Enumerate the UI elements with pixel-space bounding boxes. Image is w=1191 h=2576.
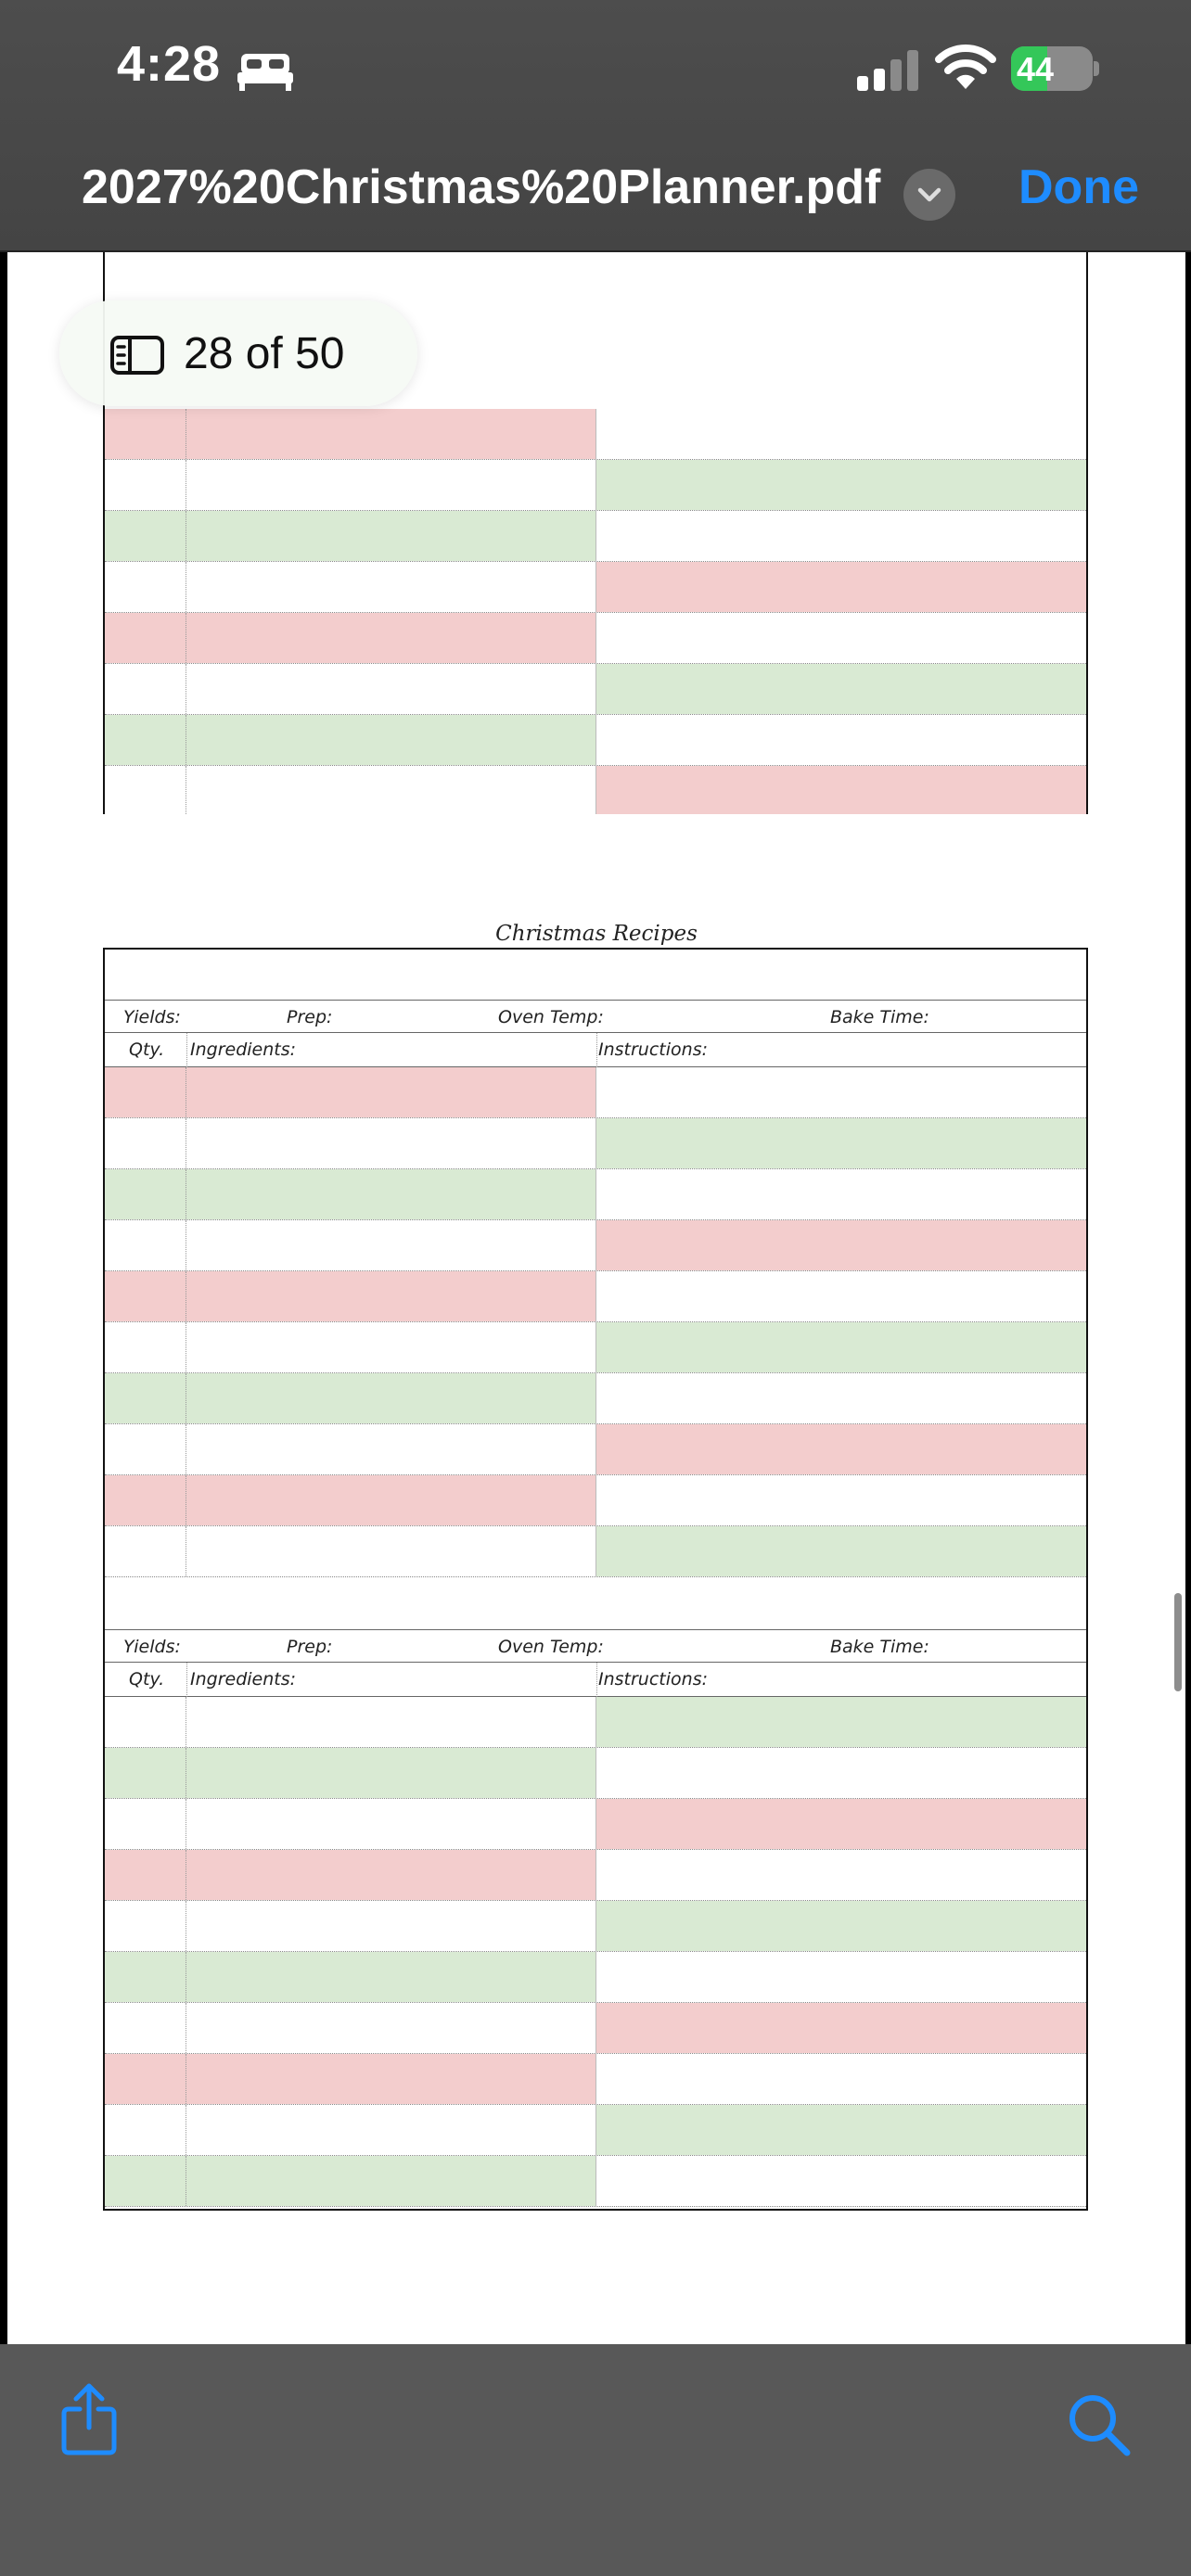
- table-row: [105, 460, 1086, 511]
- ingredients-cell: [186, 2156, 596, 2206]
- instructions-cell: [596, 715, 1086, 765]
- qty-cell: [105, 1067, 186, 1117]
- ingredients-cell: [186, 1952, 596, 2002]
- qty-cell: [105, 1118, 186, 1168]
- ingredients-cell: [186, 1118, 596, 1168]
- recipe-info-header: [105, 1000, 1086, 1033]
- qty-cell: [105, 511, 186, 561]
- table-row: [105, 2156, 1086, 2207]
- table-row: [105, 715, 1086, 766]
- oven-temp-label: Oven Temp:: [498, 1007, 604, 1027]
- instructions-cell: [596, 1271, 1086, 1321]
- prep-label: Prep:: [287, 1007, 333, 1027]
- ingredients-cell: [186, 715, 596, 765]
- table-row: [105, 2054, 1086, 2105]
- ingredients-label: Ingredients:: [190, 1039, 297, 1060]
- cellular-signal-icon: [855, 48, 920, 91]
- table-row: [105, 2003, 1086, 2054]
- qty-cell: [105, 2156, 186, 2206]
- yields-label: Yields:: [123, 1007, 181, 1027]
- instructions-label: Instructions:: [598, 1669, 708, 1690]
- table-row: [105, 613, 1086, 664]
- oven-temp-label: Oven Temp:: [498, 1637, 604, 1657]
- qty-cell: [105, 1169, 186, 1219]
- ingredients-cell: [186, 1799, 596, 1849]
- qty-cell: [105, 1322, 186, 1372]
- qty-cell: [105, 715, 186, 765]
- qty-cell: [105, 1748, 186, 1798]
- prep-label: Prep:: [287, 1637, 333, 1657]
- qty-cell: [105, 664, 186, 714]
- instructions-cell: [596, 511, 1086, 561]
- instructions-cell: [596, 2156, 1086, 2206]
- instructions-cell: [596, 562, 1086, 612]
- ingredients-cell: [186, 1748, 596, 1798]
- page-title: Christmas Recipes: [495, 922, 698, 946]
- table-row: [105, 1952, 1086, 2003]
- battery-percent: 44: [1017, 50, 1055, 88]
- table-row: [105, 1424, 1086, 1475]
- ingredients-cell: [186, 562, 596, 612]
- table-row: [105, 1322, 1086, 1373]
- qty-cell: [105, 460, 186, 510]
- table-row: [105, 2105, 1086, 2156]
- document-title[interactable]: 2027%20Christmas%20Planner.pdf: [82, 160, 881, 214]
- instructions-cell: [596, 2003, 1086, 2053]
- share-icon[interactable]: [59, 2381, 119, 2455]
- table-row: [105, 511, 1086, 562]
- ingredients-cell: [186, 1424, 596, 1474]
- instructions-cell: [596, 613, 1086, 663]
- qty-cell: [105, 409, 186, 459]
- instructions-cell: [596, 1373, 1086, 1423]
- instructions-cell: [596, 1952, 1086, 2002]
- top-bar: [0, 0, 1191, 252]
- instructions-cell: [596, 1424, 1086, 1474]
- instructions-cell: [596, 460, 1086, 510]
- ingredients-cell: [186, 1322, 596, 1372]
- table-row: [105, 1271, 1086, 1322]
- table-row: [105, 1169, 1086, 1220]
- qty-cell: [105, 1526, 186, 1576]
- recipe-info-header: [105, 1629, 1086, 1663]
- qty-cell: [105, 1373, 186, 1423]
- search-icon[interactable]: [1067, 2392, 1132, 2457]
- ingredients-cell: [186, 1697, 596, 1747]
- recipe-table: [103, 948, 1088, 2211]
- table-row: [105, 1475, 1086, 1526]
- table-row: [105, 664, 1086, 715]
- instructions-cell: [596, 1220, 1086, 1270]
- ingredients-label: Ingredients:: [190, 1669, 297, 1690]
- ingredients-cell: [186, 409, 596, 459]
- instructions-label: Instructions:: [598, 1039, 708, 1060]
- title-menu-button[interactable]: [903, 169, 955, 221]
- instructions-cell: [596, 1067, 1086, 1117]
- sidebar-thumbnails-icon: [109, 335, 165, 376]
- qty-cell: [105, 766, 186, 816]
- ingredients-cell: [186, 2054, 596, 2104]
- bake-time-label: Bake Time:: [830, 1637, 929, 1657]
- ingredients-cell: [186, 1373, 596, 1423]
- table-row: [105, 1373, 1086, 1424]
- ingredients-cell: [186, 1220, 596, 1270]
- table-row: [105, 1118, 1086, 1169]
- instructions-cell: [596, 1901, 1086, 1951]
- instructions-cell: [596, 1799, 1086, 1849]
- qty-cell: [105, 1850, 186, 1900]
- pdf-page-current: [7, 814, 1185, 2344]
- qty-cell: [105, 2054, 186, 2104]
- table-row: [105, 1697, 1086, 1748]
- instructions-cell: [596, 1526, 1086, 1576]
- instructions-cell: [596, 766, 1086, 816]
- table-row: [105, 1850, 1086, 1901]
- qty-label: Qty.: [129, 1669, 165, 1690]
- instructions-cell: [596, 1475, 1086, 1525]
- ingredients-cell: [186, 766, 596, 816]
- table-row: [105, 562, 1086, 613]
- recipe-column-header: [105, 1663, 1086, 1697]
- qty-cell: [105, 1697, 186, 1747]
- qty-cell: [105, 1424, 186, 1474]
- ingredients-cell: [186, 613, 596, 663]
- table-row: [105, 409, 1086, 460]
- chevron-down-icon: [916, 184, 942, 206]
- ingredients-cell: [186, 2003, 596, 2053]
- done-button[interactable]: Done: [1018, 160, 1139, 214]
- qty-cell: [105, 1220, 186, 1270]
- table-row: [105, 1067, 1086, 1118]
- qty-cell: [105, 1799, 186, 1849]
- instructions-cell: [596, 2105, 1086, 2155]
- ingredients-cell: [186, 1169, 596, 1219]
- table-row: [105, 766, 1086, 817]
- qty-cell: [105, 562, 186, 612]
- instructions-cell: [596, 1322, 1086, 1372]
- ingredients-cell: [186, 1901, 596, 1951]
- qty-cell: [105, 613, 186, 663]
- qty-cell: [105, 2105, 186, 2155]
- ingredients-cell: [186, 1067, 596, 1117]
- instructions-cell: [596, 1118, 1086, 1168]
- qty-cell: [105, 1901, 186, 1951]
- status-time: 4:28: [117, 36, 222, 92]
- qty-cell: [105, 1952, 186, 2002]
- scroll-indicator[interactable]: [1174, 1593, 1182, 1691]
- instructions-cell: [596, 664, 1086, 714]
- qty-cell: [105, 1475, 186, 1525]
- instructions-cell: [596, 1169, 1086, 1219]
- ingredients-cell: [186, 2105, 596, 2155]
- ingredients-cell: [186, 664, 596, 714]
- page-indicator-text: 28 of 50: [184, 329, 345, 378]
- qty-cell: [105, 2003, 186, 2053]
- instructions-cell: [596, 1748, 1086, 1798]
- table-row: [105, 1526, 1086, 1577]
- ingredients-cell: [186, 1850, 596, 1900]
- table-row: [105, 1748, 1086, 1799]
- instructions-cell: [596, 1697, 1086, 1747]
- bottom-toolbar: [0, 2344, 1191, 2576]
- wifi-icon: [935, 43, 996, 91]
- yields-label: Yields:: [123, 1637, 181, 1657]
- pdf-viewer[interactable]: [0, 252, 1191, 2344]
- table-row: [105, 1901, 1086, 1952]
- ingredients-cell: [186, 460, 596, 510]
- bed-icon: [237, 52, 293, 91]
- instructions-cell: [596, 1850, 1086, 1900]
- ingredients-cell: [186, 1271, 596, 1321]
- battery-indicator: [1011, 46, 1100, 91]
- ingredients-cell: [186, 511, 596, 561]
- page-indicator[interactable]: [59, 300, 417, 406]
- table-row: [105, 1799, 1086, 1850]
- recipe-column-header: [105, 1033, 1086, 1067]
- ingredients-cell: [186, 1475, 596, 1525]
- qty-label: Qty.: [129, 1039, 165, 1060]
- ingredients-cell: [186, 1526, 596, 1576]
- instructions-cell: [596, 409, 1086, 459]
- qty-cell: [105, 1271, 186, 1321]
- instructions-cell: [596, 2054, 1086, 2104]
- bake-time-label: Bake Time:: [830, 1007, 929, 1027]
- table-row: [105, 1220, 1086, 1271]
